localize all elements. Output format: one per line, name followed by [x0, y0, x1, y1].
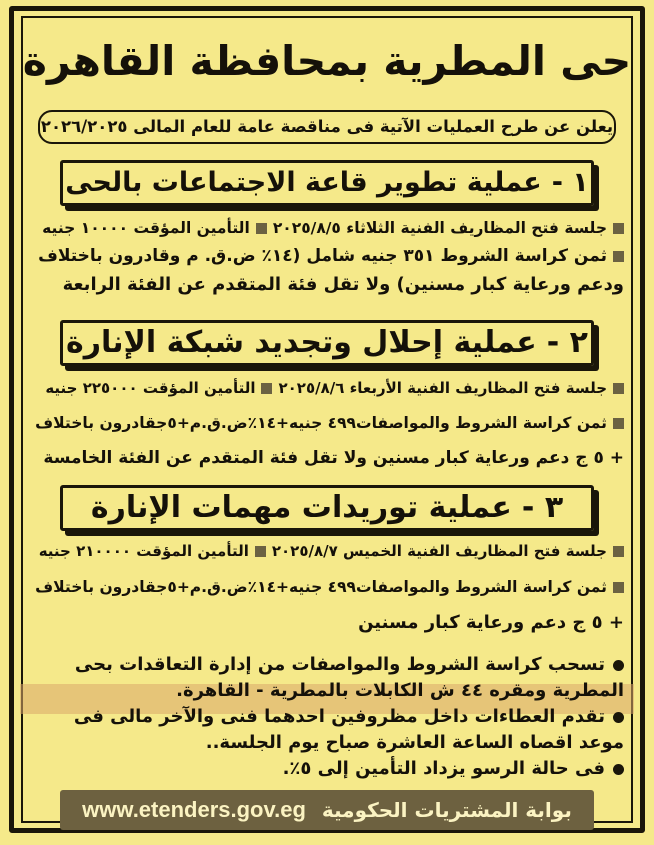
- operation-2-session: جلسة فتح المظاريف الفنية الأربعاء ٢٠٢٥/٨/٦: [278, 379, 607, 397]
- operation-3-line-1: ثمن كراسة الشروط والمواصفات٤٩٩ جنيه+١٤٪ض.ق.م+٥جقادرون باختلاف: [35, 578, 607, 596]
- operation-3-title: عملية توريدات مهمات الإنارة: [90, 490, 512, 525]
- operation-3-price-line: [30, 574, 624, 600]
- operation-3-number: ٣ -: [521, 490, 564, 525]
- operation-3-class-line: [30, 610, 624, 636]
- operation-2-number: ٢ -: [546, 325, 588, 360]
- operation-2-line-1: ثمن كراسة الشروط والمواصفات٤٩٩ جنيه+١٤٪ض.ق.م+٥جقادرون باختلاف: [35, 414, 607, 432]
- bullet-dot-icon: [613, 764, 624, 775]
- portal-url[interactable]: www.etenders.gov.eg: [82, 797, 306, 822]
- operation-2-class-line: [30, 445, 624, 471]
- square-bullet-icon: [613, 383, 624, 394]
- operation-1-price-line: [30, 243, 624, 269]
- note-3: [30, 756, 624, 782]
- operation-2-title-box: [60, 320, 594, 366]
- note-2-text: تقدم العطاءات داخل مظروفين احدهما فنى والآخر مالى فى: [73, 706, 605, 727]
- note-3-text: فى حالة الرسو يزداد التأمين إلى ٥٪.: [282, 758, 605, 779]
- notes-list: [30, 652, 624, 782]
- square-bullet-icon: [255, 546, 266, 557]
- note-1-text-continued: المطرية ومقره ٤٤ ش الكابلات بالمطرية - القاهرة.: [176, 680, 624, 701]
- bullet-dot-icon: [613, 712, 624, 723]
- operation-2-title: عملية إحلال وتجديد شبكة الإنارة: [66, 325, 537, 360]
- operation-1-title-box: [60, 160, 594, 206]
- square-bullet-icon: [613, 223, 624, 234]
- operation-1-line-2: ودعم ورعاية كبار مسنين) ولا تقل فئة المتقدم عن الفئة الرابعة: [62, 274, 624, 295]
- bullet-dot-icon: [613, 660, 624, 671]
- square-bullet-icon: [261, 383, 272, 394]
- square-bullet-icon: [613, 546, 624, 557]
- footer-bar: [60, 790, 594, 830]
- square-bullet-icon: [613, 251, 624, 262]
- operation-2-insurance: التأمين المؤقت ٢٢٥٠٠٠ جنيه: [45, 379, 256, 397]
- square-bullet-icon: [256, 223, 267, 234]
- operation-1-session-line: [30, 215, 624, 241]
- operation-2-price-line: [30, 410, 624, 436]
- operation-1-number: ١ -: [551, 167, 589, 198]
- operation-2-line-2: + ٥ ج دعم ورعاية كبار مسنين ولا تقل فئة المتقدم عن الفئة الخامسة: [43, 448, 624, 468]
- note-1-continued: [30, 678, 624, 704]
- note-2: [30, 704, 624, 730]
- note-1-text: تسحب كراسة الشروط والمواصفات من إدارة التعاقدات بحى: [74, 654, 605, 675]
- portal-label: بوابة المشتريات الحكومية: [321, 798, 572, 822]
- square-bullet-icon: [613, 582, 624, 593]
- note-2-text-continued: موعد اقصاه الساعة العاشرة صباح يوم الجلسة..: [205, 732, 624, 753]
- operation-3-insurance: التأمين المؤقت ٢١٠٠٠٠ جنيه: [38, 542, 249, 560]
- intro-banner: يعلن عن طرح العمليات الآتية فى مناقصة عامة للعام المالى ٢٠٢٦/٢٠٢٥: [38, 110, 616, 144]
- operation-1-title: عملية تطوير قاعة الاجتماعات بالحى: [65, 167, 542, 198]
- operation-1-class-line: [30, 272, 624, 298]
- operation-1-session: جلسة فتح المظاريف الفنية الثلاثاء ٢٠٢٥/٨/٥: [272, 219, 607, 237]
- operation-3-line-2: + ٥ ج دعم ورعاية كبار مسنين: [358, 612, 624, 633]
- operation-1-insurance: التأمين المؤقت ١٠٠٠٠ جنيه: [42, 219, 250, 237]
- ad-title: حى المطرية بمحافظة القاهرة: [22, 37, 632, 85]
- note-2-continued: [30, 730, 624, 756]
- square-bullet-icon: [613, 418, 624, 429]
- operation-2-session-line: [30, 375, 624, 401]
- note-1: [30, 652, 624, 678]
- operation-3-title-box: [60, 485, 594, 531]
- operation-3-session: جلسة فتح المظاريف الفنية الخميس ٢٠٢٥/٨/٧: [271, 542, 607, 560]
- operation-3-session-line: [30, 538, 624, 564]
- operation-1-line-1: ثمن كراسة الشروط ٣٥١ جنيه شامل (١٤٪ ض.ق. م وقادرون باختلاف: [38, 246, 607, 266]
